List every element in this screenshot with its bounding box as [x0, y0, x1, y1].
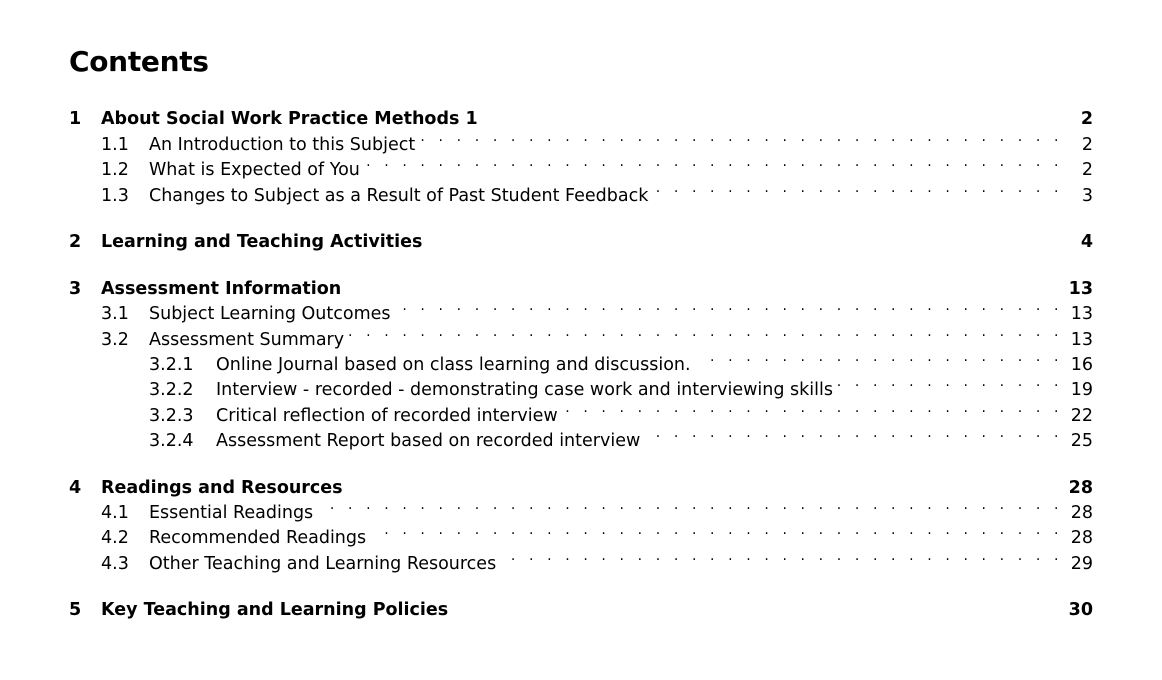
toc-entry-page-number: 2 [1063, 106, 1093, 132]
dot-leader [364, 149, 1063, 175]
toc-entry-page-number: 19 [1063, 377, 1093, 403]
toc-entry-label: Recommended Readings [149, 525, 370, 551]
toc-entry-page-number: 3 [1063, 183, 1093, 209]
table-of-contents [69, 0, 1093, 680]
toc-entry-section[interactable] [69, 175, 1093, 206]
dot-leader [500, 543, 1063, 569]
dot-leader [419, 124, 1063, 150]
toc-entry-section[interactable] [69, 149, 1093, 180]
toc-entry-label: Essential Readings [149, 500, 317, 526]
toc-entry-number: 3.2.2 [149, 380, 194, 400]
toc-entry-page-number: 13 [1063, 301, 1093, 327]
toc-entry-page-number: 2 [1063, 157, 1093, 183]
toc-entry-label: Changes to Subject as a Result of Past Student Feedback [149, 183, 652, 209]
toc-entry-label: Key Teaching and Learning Policies [101, 597, 452, 623]
toc-entry-label: Assessment Summary [149, 327, 348, 353]
toc-entry-section[interactable] [69, 124, 1093, 155]
dot-leader [317, 492, 1063, 518]
toc-entry-page-number: 28 [1063, 475, 1093, 501]
toc-entry-number: 3.2.4 [149, 431, 194, 451]
dot-leader [562, 395, 1063, 421]
toc-entry-page-number: 13 [1063, 276, 1093, 302]
dot-leader [347, 467, 1063, 493]
toc-entry-page-number: 29 [1063, 551, 1093, 577]
toc-entry-section[interactable] [69, 543, 1093, 574]
toc-entry-number: 1.3 [101, 186, 129, 206]
dot-leader [837, 369, 1063, 395]
dot-leader [482, 98, 1063, 124]
toc-entry-number: 1.2 [101, 160, 129, 180]
toc-entry-page-number: 30 [1063, 597, 1093, 623]
dot-leader [370, 517, 1063, 543]
toc-entry-label: Readings and Resources [101, 475, 347, 501]
toc-entry-page-number: 28 [1063, 500, 1093, 526]
toc-entry-page-number: 4 [1063, 229, 1093, 255]
toc-entry-label: An Introduction to this Subject [149, 132, 419, 158]
toc-entry-number: 5 [69, 600, 82, 620]
toc-entry-number: 3.2.1 [149, 355, 194, 375]
toc-entry-number: 4.2 [101, 528, 129, 548]
toc-entry-subsection[interactable] [69, 369, 1093, 400]
toc-entry-page-number: 2 [1063, 132, 1093, 158]
toc-entry-chapter[interactable] [69, 268, 1093, 299]
toc-entry-number: 4.3 [101, 554, 129, 574]
toc-entry-section[interactable] [69, 492, 1093, 523]
toc-entry-number: 1.1 [101, 135, 129, 155]
dot-leader [695, 344, 1063, 370]
dot-leader [395, 293, 1063, 319]
dot-leader [426, 221, 1063, 247]
toc-entry-page-number: 22 [1063, 403, 1093, 429]
toc-entry-section[interactable] [69, 517, 1093, 548]
toc-entry-page-number: 13 [1063, 327, 1093, 353]
toc-entry-label: Learning and Teaching Activities [101, 229, 426, 255]
toc-entry-label: About Social Work Practice Methods 1 [101, 106, 482, 132]
toc-entry-chapter[interactable] [69, 467, 1093, 498]
toc-entry-chapter[interactable] [69, 589, 1093, 620]
toc-entry-section[interactable] [69, 293, 1093, 324]
toc-entry-page-number: 25 [1063, 428, 1093, 454]
toc-entry-chapter[interactable] [69, 221, 1093, 252]
dot-leader [644, 420, 1063, 446]
toc-entry-label: Assessment Information [101, 276, 345, 302]
toc-entry-number: 3 [69, 279, 82, 299]
toc-entry-label: What is Expected of You [149, 157, 364, 183]
toc-entry-label: Subject Learning Outcomes [149, 301, 395, 327]
toc-entry-label: Online Journal based on class learning and discussion. [216, 352, 695, 378]
toc-entry-number: 4 [69, 478, 82, 498]
toc-entry-number: 4.1 [101, 503, 129, 523]
toc-entry-number: 2 [69, 232, 82, 252]
toc-entry-number: 1 [69, 109, 82, 129]
toc-entry-number: 3.2 [101, 330, 129, 350]
toc-entry-subsection[interactable] [69, 344, 1093, 375]
toc-entry-number: 3.2.3 [149, 406, 194, 426]
toc-entry-number: 3.1 [101, 304, 129, 324]
toc-entry-page-number: 28 [1063, 525, 1093, 551]
toc-entry-label: Other Teaching and Learning Resources [149, 551, 500, 577]
toc-entry-label: Interview - recorded - demonstrating case work and interviewing skills [216, 377, 837, 403]
page-title: Contents [69, 45, 209, 78]
toc-entry-chapter[interactable] [69, 98, 1093, 129]
dot-leader [452, 589, 1062, 615]
dot-leader [345, 268, 1062, 294]
dot-leader [652, 175, 1063, 201]
toc-entry-subsection[interactable] [69, 420, 1093, 451]
toc-entry-section[interactable] [69, 319, 1093, 350]
toc-entry-label: Critical reflection of recorded interview [216, 403, 562, 429]
toc-entry-subsection[interactable] [69, 395, 1093, 426]
toc-entry-page-number: 16 [1063, 352, 1093, 378]
toc-entry-label: Assessment Report based on recorded interview [216, 428, 644, 454]
dot-leader [348, 319, 1063, 345]
